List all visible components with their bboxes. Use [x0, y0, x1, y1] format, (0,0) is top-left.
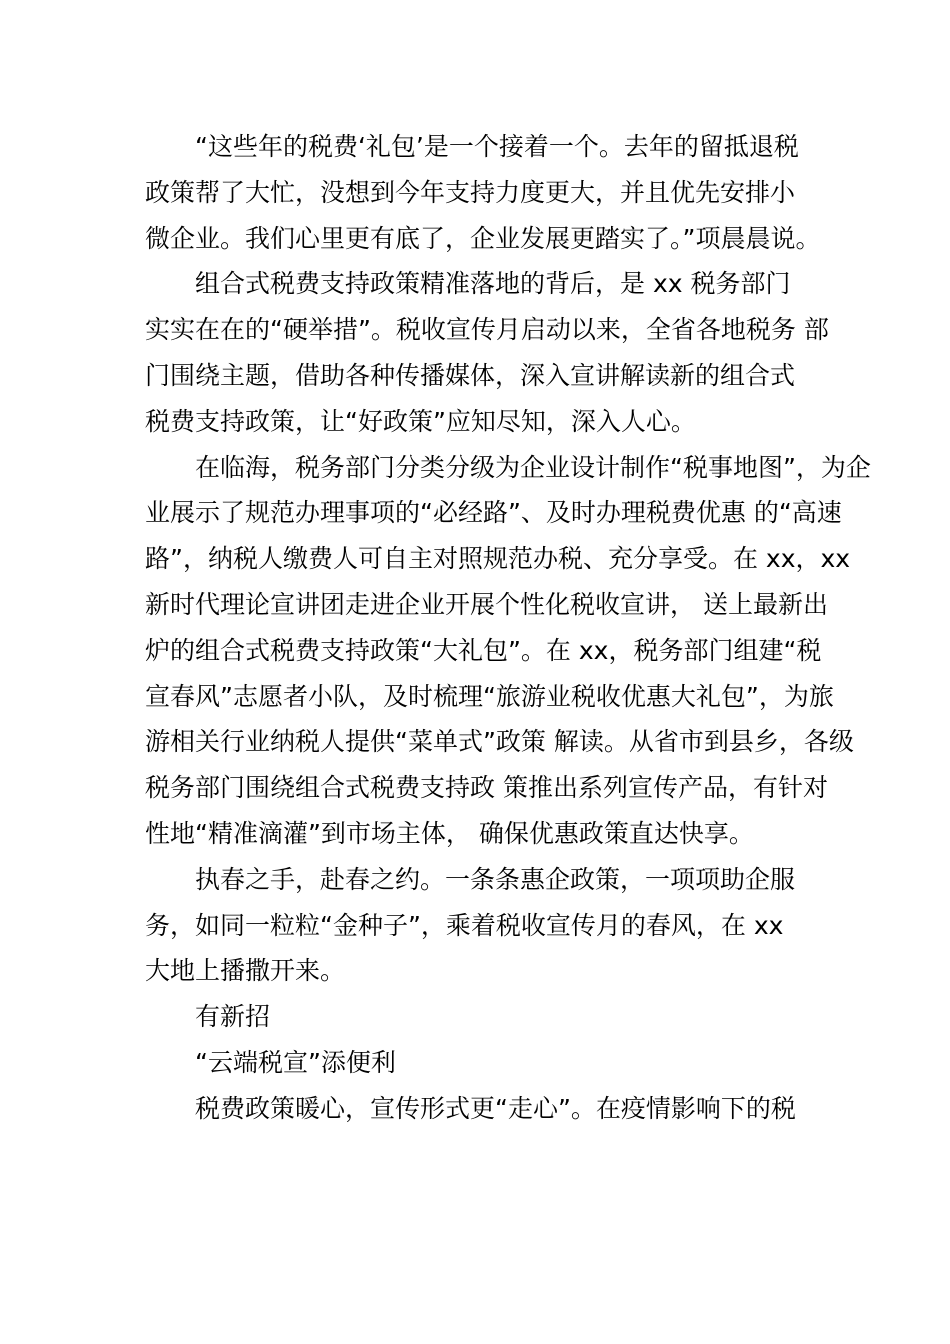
- text-line: 宣春风”志愿者小队，及时梳理“旅游业税收优惠大礼包”，为旅: [145, 681, 834, 711]
- text-line: 执春之手，赴春之约。一条条惠企政策，一项项助企服: [195, 864, 796, 894]
- text-line: 税务部门围绕组合式税费支持政 策推出系列宣传产品，有针对: [145, 773, 828, 803]
- text-line: 大地上播撒开来。: [145, 956, 346, 986]
- section-heading: 有新招: [195, 1002, 271, 1032]
- text-line: 性地“精准滴灌”到市场主体， 确保优惠政策直达快享。: [145, 818, 754, 848]
- text-line: 政策帮了大忙，没想到今年支持力度更大，并且优先安排小: [145, 177, 796, 207]
- text-line: 税费政策暖心，宣传形式更“走心”。在疫情影响下的税: [195, 1093, 796, 1123]
- text-line: 路”，纳税人缴费人可自主对照规范办税、充分享受。在 xx，xx: [145, 544, 851, 574]
- text-line: “这些年的税费‘礼包’是一个接着一个。去年的留抵退税: [195, 132, 799, 161]
- text-line: 税费支持政策，让“好政策”应知尽知，深入人心。: [145, 406, 696, 436]
- text-line: 业展示了规范办理事项的“必经路”、及时办理税费优惠 的“高速: [145, 498, 842, 528]
- text-line: 在临海，税务部门分类分级为企业设计制作“税事地图”，为企: [195, 452, 871, 482]
- article-body: [145, 124, 871, 1132]
- text-line: 组合式税费支持政策精准落地的背后，是 xx 税务部门: [195, 269, 791, 299]
- text-line: 门围绕主题，借助各种传播媒体，深入宣讲解读新的组合式: [145, 360, 796, 390]
- text-line: 微企业。我们心里更有底了，企业发展更踏实了。”项晨晨说。: [145, 223, 821, 253]
- text-line: 炉的组合式税费支持政策“大礼包”。在 xx，税务部门组建“税: [145, 635, 822, 665]
- text-line: 新时代理论宣讲团走进企业开展个性化税收宣讲， 送上最新出: [145, 589, 828, 619]
- text-line: 务，如同一粒粒“金种子”，乘着税收宣传月的春风，在 xx: [145, 910, 784, 940]
- text-line: 实实在在的“硬举措”。税收宣传月启动以来，全省各地税务 部: [145, 315, 829, 345]
- text-line: 游相关行业纳税人提供“菜单式”政策 解读。从省市到县乡，各级: [145, 727, 854, 757]
- section-subheading: “云端税宣”添便利: [195, 1047, 396, 1077]
